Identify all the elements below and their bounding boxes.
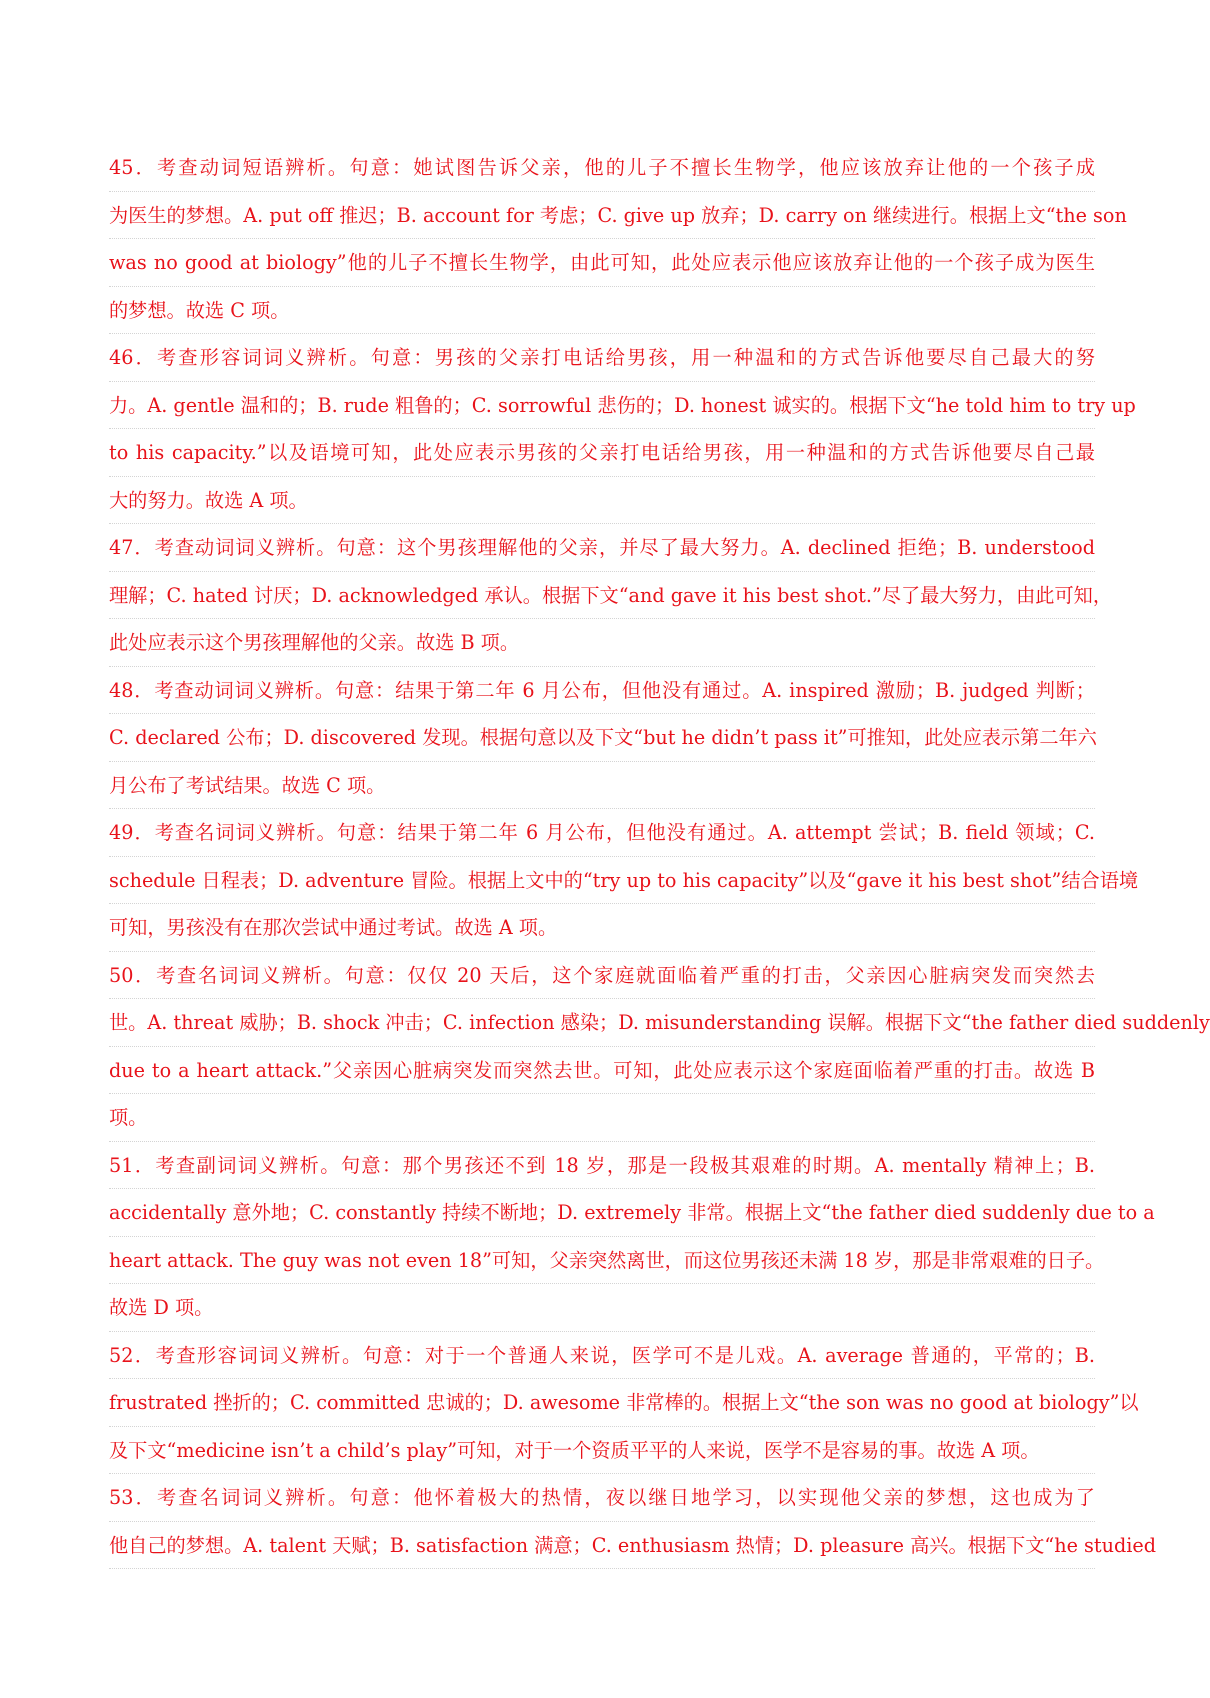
explanation-line: 月公布了考试结果。故选 C 项。 xyxy=(109,762,1095,810)
explanation-46 xyxy=(109,334,1136,524)
answer-explanations-page xyxy=(109,144,1210,1569)
explanation-line: 大的努力。故选 A 项。 xyxy=(109,477,1095,525)
explanation-52 xyxy=(109,1332,1139,1475)
explanation-line: due to a heart attack.”父亲因心脏病突发而突然去世。可知，此处应表示这个家庭面临着严重的打击。故选 B xyxy=(109,1047,1095,1095)
explanation-line: 49．考查名词词义辨析。句意：结果于第二年 6 月公布，但他没有通过。A. attempt 尝试；B. field 领域；C. xyxy=(109,809,1095,857)
explanation-line: 他自己的梦想。A. talent 天赋；B. satisfaction 满意；C. enthusiasm 热情；D. pleasure 高兴。根据下文“he studied xyxy=(109,1522,1095,1570)
explanation-47 xyxy=(109,524,1113,667)
explanation-line: 48．考查动词词义辨析。句意：结果于第二年 6 月公布，但他没有通过。A. inspired 激励；B. judged 判断； xyxy=(109,667,1095,715)
explanation-line: accidentally 意外地；C. constantly 持续不断地；D. extremely 非常。根据上文“the father died suddenly due to a xyxy=(109,1189,1095,1237)
explanation-line: 52．考查形容词词义辨析。句意：对于一个普通人来说，医学可不是儿戏。A. average 普通的，平常的；B. xyxy=(109,1332,1095,1380)
explanation-line: to his capacity.”以及语境可知，此处应表示男孩的父亲打电话给男孩，用一种温和的方式告诉他要尽自己最 xyxy=(109,429,1095,477)
explanation-line: was no good at biology”他的儿子不擅长生物学，由此可知，此处应表示他应该放弃让他的一个孩子成为医生 xyxy=(109,239,1095,287)
explanation-line: C. declared 公布；D. discovered 发现。根据句意以及下文“but he didn’t pass it”可推知，此处应表示第二年六 xyxy=(109,714,1095,762)
explanation-line: schedule 日程表；D. adventure 冒险。根据上文中的“try up to his capacity”以及“gave it his best shot”结合语境 xyxy=(109,857,1095,905)
explanation-line: 的梦想。故选 C 项。 xyxy=(109,287,1095,335)
explanation-line: 理解；C. hated 讨厌；D. acknowledged 承认。根据下文“and gave it his best shot.”尽了最大努力，由此可知， xyxy=(109,572,1095,620)
explanation-line: 故选 D 项。 xyxy=(109,1284,1095,1332)
explanation-line: 此处应表示这个男孩理解他的父亲。故选 B 项。 xyxy=(109,619,1095,667)
explanation-line: 45．考查动词短语辨析。句意：她试图告诉父亲，他的儿子不擅长生物学，他应该放弃让他的一个孩子成 xyxy=(109,144,1095,192)
explanation-line: frustrated 挫折的；C. committed 忠诚的；D. awesome 非常棒的。根据上文“the son was no good at biology”以 xyxy=(109,1379,1095,1427)
explanation-line: heart attack. The guy was not even 18”可知，父亲突然离世，而这位男孩还未满 18 岁，那是非常艰难的日子。 xyxy=(109,1237,1095,1285)
explanation-51 xyxy=(109,1142,1155,1332)
explanation-53 xyxy=(109,1474,1157,1569)
explanation-line: 力。A. gentle 温和的；B. rude 粗鲁的；C. sorrowful 悲伤的；D. honest 诚实的。根据下文“he told him to try up xyxy=(109,382,1095,430)
explanation-line: 51．考查副词词义辨析。句意：那个男孩还不到 18 岁，那是一段极其艰难的时期。A. mentally 精神上；B. xyxy=(109,1142,1095,1190)
explanation-line: 50．考查名词词义辨析。句意：仅仅 20 天后，这个家庭就面临着严重的打击，父亲因心脏病突发而突然去 xyxy=(109,952,1095,1000)
explanation-line: 世。A. threat 威胁；B. shock 冲击；C. infection 感染；D. misunderstanding 误解。根据下文“the father died suddenly xyxy=(109,999,1095,1047)
explanation-line: 项。 xyxy=(109,1094,1095,1142)
explanation-line: 为医生的梦想。A. put off 推迟；B. account for 考虑；C. give up 放弃；D. carry on 继续进行。根据上文“the son xyxy=(109,192,1095,240)
explanation-49 xyxy=(109,809,1139,952)
explanation-line: 53．考查名词词义辨析。句意：他怀着极大的热情，夜以继日地学习，以实现他父亲的梦想，这也成为了 xyxy=(109,1474,1095,1522)
explanation-line: 47．考查动词词义辨析。句意：这个男孩理解他的父亲，并尽了最大努力。A. declined 拒绝；B. understood xyxy=(109,524,1095,572)
explanation-48 xyxy=(109,667,1095,810)
explanation-45 xyxy=(109,144,1127,334)
explanation-50 xyxy=(109,952,1210,1142)
explanation-line: 及下文“medicine isn’t a child’s play”可知，对于一个资质平平的人来说，医学不是容易的事。故选 A 项。 xyxy=(109,1427,1095,1475)
explanation-line: 46．考查形容词词义辨析。句意：男孩的父亲打电话给男孩，用一种温和的方式告诉他要尽自己最大的努 xyxy=(109,334,1095,382)
explanation-line: 可知，男孩没有在那次尝试中通过考试。故选 A 项。 xyxy=(109,904,1095,952)
